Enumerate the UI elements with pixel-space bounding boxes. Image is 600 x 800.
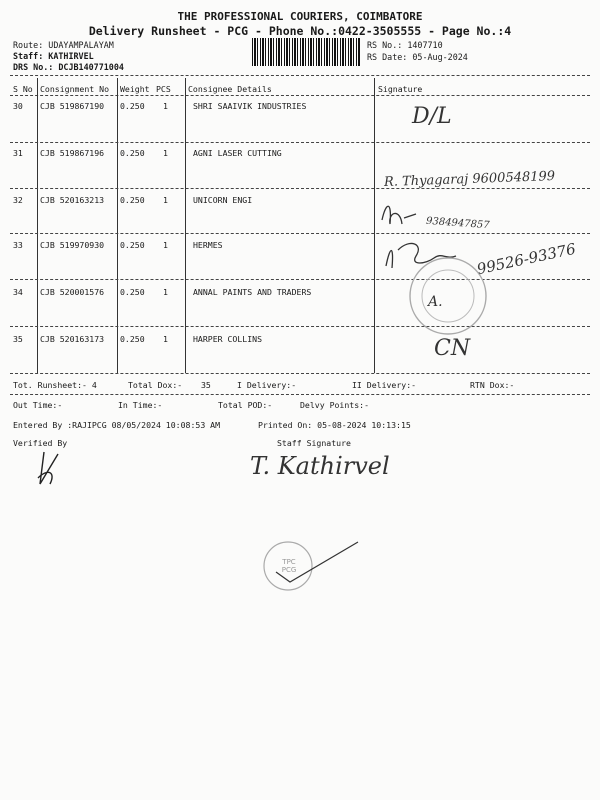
handwritten-signature: A. <box>428 294 443 310</box>
row-sno: 32 <box>13 195 23 205</box>
row-pcs: 1 <box>163 148 168 158</box>
row-weight: 0.250 <box>120 287 145 297</box>
row-sno: 34 <box>13 287 23 297</box>
row-pcs: 1 <box>163 195 168 205</box>
divider <box>10 188 590 189</box>
total-pod: Total POD:- <box>218 400 273 410</box>
handwritten-signature: CN <box>434 336 471 361</box>
row-consignee: UNICORN ENGI <box>193 195 253 205</box>
handwritten-signature: 9384947857 <box>425 215 490 232</box>
row-weight: 0.250 <box>120 195 145 205</box>
col-signature: Signature <box>378 84 423 94</box>
row-weight: 0.250 <box>120 101 145 111</box>
row-consignment: CJB 519867190 <box>40 101 105 111</box>
in-time: In Time:- <box>118 400 163 410</box>
route-label: Route: UDAYAMPALAYAM <box>13 40 114 50</box>
row-weight: 0.250 <box>120 334 145 344</box>
barcode <box>252 38 360 66</box>
total-dox-value: 35 <box>201 380 211 390</box>
divider <box>10 279 590 280</box>
total-dox-label: Total Dox:- <box>128 380 183 390</box>
divider <box>10 394 590 395</box>
printed-on: Printed On: 05-08-2024 10:13:15 <box>258 420 411 430</box>
column-separator <box>117 78 118 373</box>
row-weight: 0.250 <box>120 148 145 158</box>
ii-delivery: II Delivery:- <box>352 380 417 390</box>
rtn-dox: RTN Dox:- <box>470 380 515 390</box>
out-time: Out Time:- <box>13 400 63 410</box>
entered-by: Entered By :RAJIPCG 08/05/2024 10:08:53 AM <box>13 420 221 430</box>
divider <box>10 95 590 96</box>
verified-by: Verified By <box>13 438 68 448</box>
row-consignee: AGNI LASER CUTTING <box>193 148 282 158</box>
handwritten-signature: R. Thyagaraj 9600548199 <box>383 169 556 190</box>
row-pcs: 1 <box>163 101 168 111</box>
tot-runsheet: Tot. Runsheet:- 4 <box>13 380 97 390</box>
col-consignment: Consignment No <box>40 84 110 94</box>
drs-number: DRS No.: DCJB140771004 <box>13 62 124 72</box>
runsheet-subtitle: Delivery Runsheet - PCG - Phone No.:0422-3505555 - Page No.:4 <box>88 24 512 38</box>
staff-signature-label: Staff Signature <box>277 438 351 448</box>
staff-signature: T. Kathirvel <box>250 452 390 480</box>
row-weight: 0.250 <box>120 240 145 250</box>
row-consignee: HARPER COLLINS <box>193 334 263 344</box>
handwritten-signature: 99526-93376 <box>475 239 578 279</box>
row-pcs: 1 <box>163 240 168 250</box>
row-consignment: CJB 519867196 <box>40 148 105 158</box>
row-consignment: CJB 520163213 <box>40 195 105 205</box>
handwritten-signature: D/L <box>412 104 452 129</box>
row-consignee: SHRI SAAIVIK INDUSTRIES <box>193 101 307 111</box>
column-separator <box>374 78 375 373</box>
rs-date: RS Date: 05-Aug-2024 <box>367 52 468 62</box>
col-consignee: Consignee Details <box>188 84 272 94</box>
row-consignee: ANNAL PAINTS AND TRADERS <box>193 287 312 297</box>
staff-label: Staff: KATHIRVEL <box>13 51 94 61</box>
divider <box>10 75 590 76</box>
divider <box>10 326 590 327</box>
row-consignment: CJB 520001576 <box>40 287 105 297</box>
row-pcs: 1 <box>163 287 168 297</box>
divider <box>10 373 590 374</box>
row-sno: 30 <box>13 101 23 111</box>
company-title: THE PROFESSIONAL COURIERS, COIMBATORE <box>177 10 423 23</box>
row-sno: 31 <box>13 148 23 158</box>
column-separator <box>37 78 38 373</box>
col-pcs: PCS <box>156 84 171 94</box>
delvy-points: Delvy Points:- <box>300 400 370 410</box>
verifier-signature <box>30 448 72 492</box>
col-weight: Weight <box>120 84 150 94</box>
divider <box>10 142 590 143</box>
stamp-text: TPC PCG <box>281 558 297 574</box>
row-sno: 35 <box>13 334 23 344</box>
column-separator <box>185 78 186 373</box>
i-delivery: I Delivery:- <box>237 380 297 390</box>
row-consignment: CJB 520163173 <box>40 334 105 344</box>
row-consignee: HERMES <box>193 240 223 250</box>
row-pcs: 1 <box>163 334 168 344</box>
rs-number: RS No.: 1407710 <box>367 40 443 50</box>
row-sno: 33 <box>13 240 23 250</box>
col-sno: S No <box>13 84 33 94</box>
row-consignment: CJB 519970930 <box>40 240 105 250</box>
round-stamp <box>402 252 498 340</box>
